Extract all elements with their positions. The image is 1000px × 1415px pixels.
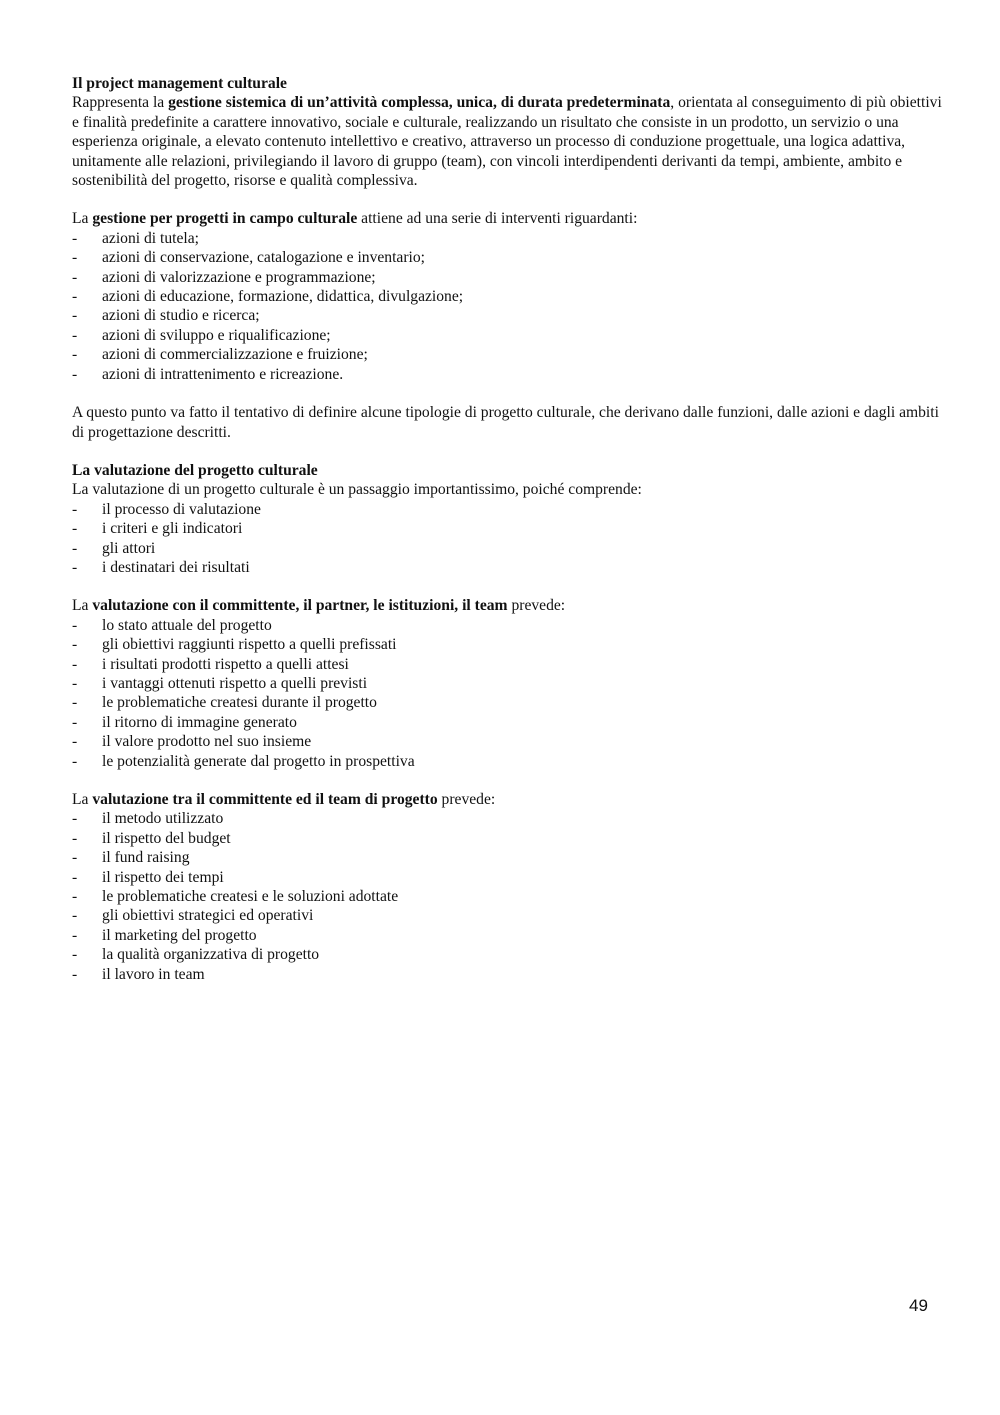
spacer bbox=[72, 771, 942, 790]
bullet-dash: - bbox=[72, 326, 78, 344]
list-item-text: lo stato attuale del progetto bbox=[102, 616, 272, 634]
list-item bbox=[72, 829, 942, 848]
committente-intro-end: prevede: bbox=[507, 597, 566, 615]
list-item bbox=[72, 229, 942, 248]
bullet-dash: - bbox=[72, 907, 78, 925]
spacer bbox=[72, 577, 942, 596]
list-item-text: il valore prodotto nel suo insieme bbox=[102, 733, 312, 751]
list-item-text: le problematiche createsi e le soluzioni adottate bbox=[102, 888, 399, 906]
team-intro-end: prevede: bbox=[437, 791, 496, 808]
bullet-dash: - bbox=[72, 636, 78, 654]
valutazione-intro: La valutazione di un progetto culturale è un passaggio importantissimo, poiché comprende: bbox=[72, 481, 642, 499]
bullet-dash: - bbox=[72, 616, 78, 634]
list-item bbox=[72, 539, 942, 558]
actions-list bbox=[72, 229, 942, 384]
bullet-dash: - bbox=[72, 752, 78, 770]
valutazione-team-list bbox=[72, 809, 942, 984]
list-item-text: il rispetto dei tempi bbox=[102, 868, 224, 886]
list-item bbox=[72, 926, 942, 945]
valutazione-list bbox=[72, 500, 942, 578]
list-item bbox=[72, 306, 942, 325]
gestione-intro-bold: gestione per progetti in campo culturale bbox=[92, 210, 358, 228]
list-item bbox=[72, 655, 942, 674]
definition-paragraph bbox=[72, 93, 942, 190]
list-item bbox=[72, 732, 942, 751]
list-item bbox=[72, 558, 942, 577]
list-item bbox=[72, 635, 942, 654]
committente-intro-start: La bbox=[72, 597, 93, 615]
list-item bbox=[72, 809, 942, 828]
list-item-text: gli obiettivi raggiunti rispetto a quelli prefissati bbox=[102, 636, 397, 654]
list-item bbox=[72, 868, 942, 887]
bullet-dash: - bbox=[72, 558, 78, 576]
list-item-text: gli obiettivi strategici ed operativi bbox=[102, 907, 314, 925]
team-intro-bold: valutazione tra il committente ed il team di progetto bbox=[92, 791, 438, 808]
bullet-dash: - bbox=[72, 926, 78, 944]
gestione-intro bbox=[72, 209, 942, 228]
list-item bbox=[72, 345, 942, 364]
list-item bbox=[72, 268, 942, 287]
bullet-dash: - bbox=[72, 868, 78, 886]
list-item bbox=[72, 945, 942, 964]
bullet-dash: - bbox=[72, 849, 78, 867]
bullet-dash: - bbox=[72, 268, 78, 286]
list-item bbox=[72, 365, 942, 384]
list-item-text: il rispetto del budget bbox=[102, 829, 231, 847]
list-item bbox=[72, 674, 942, 693]
valutazione-committente-list bbox=[72, 616, 942, 771]
list-item bbox=[72, 752, 942, 771]
list-item bbox=[72, 248, 942, 267]
section-heading-valutazione: La valutazione del progetto culturale bbox=[72, 461, 318, 479]
definition-text-end: , orientata al conseguimento di più obiettivi e finalità predefinite a carattere innovativo, sociale e culturale, realizzando un risultato che consiste in un prodotto, un servizio o una esperienza originale, a elevato contenuto intellettivo e creativo, attraverso un processo di conduzione progettuale, una logica adattiva, unitamente alle relazioni, privilegiando il lavoro di gruppo (team), con vincoli interdipendenti derivanti da tempi, ambiente, ambito e sostenibilità del progetto, risorse e qualità complessiva. bbox=[72, 94, 942, 190]
list-item bbox=[72, 965, 942, 984]
bullet-dash: - bbox=[72, 965, 78, 983]
gestione-intro-end: attiene ad una serie di interventi riguardanti: bbox=[357, 210, 638, 228]
list-item bbox=[72, 616, 942, 635]
list-item-text: il marketing del progetto bbox=[102, 926, 257, 944]
list-item bbox=[72, 519, 942, 538]
spacer bbox=[72, 442, 942, 461]
list-item-text: i destinatari dei risultati bbox=[102, 558, 250, 576]
gestione-intro-start: La bbox=[72, 210, 93, 228]
list-item-text: azioni di sviluppo e riqualificazione; bbox=[102, 326, 331, 344]
page-content bbox=[72, 74, 942, 984]
list-item bbox=[72, 326, 942, 345]
list-item-text: il lavoro in team bbox=[102, 965, 205, 983]
page-number: 49 bbox=[909, 1296, 928, 1315]
list-item-text: il processo di valutazione bbox=[102, 500, 261, 518]
spacer bbox=[72, 384, 942, 403]
bullet-dash: - bbox=[72, 713, 78, 731]
list-item-text: azioni di commercializzazione e fruizione; bbox=[102, 346, 368, 364]
tipologie-paragraph: A questo punto va fatto il tentativo di definire alcune tipologie di progetto culturale, che derivano dalle funzioni, dalle azioni e dagli ambiti di progettazione descritti. bbox=[72, 404, 939, 441]
bullet-dash: - bbox=[72, 365, 78, 383]
list-item-text: il fund raising bbox=[102, 849, 190, 867]
list-item bbox=[72, 887, 942, 906]
list-item-text: i vantaggi ottenuti rispetto a quelli previsti bbox=[102, 674, 368, 692]
list-item-text: i risultati prodotti rispetto a quelli attesi bbox=[102, 655, 349, 673]
list-item bbox=[72, 848, 942, 867]
committente-intro-bold: valutazione con il committente, il partner, le istituzioni, il team bbox=[92, 597, 508, 615]
list-item-text: il ritorno di immagine generato bbox=[102, 713, 297, 731]
bullet-dash: - bbox=[72, 888, 78, 906]
list-item-text: azioni di valorizzazione e programmazione; bbox=[102, 268, 376, 286]
bullet-dash: - bbox=[72, 346, 78, 364]
definition-text-start: Rappresenta la bbox=[72, 94, 169, 112]
list-item-text: i criteri e gli indicatori bbox=[102, 520, 243, 538]
valutazione-team-intro bbox=[72, 790, 942, 809]
list-item bbox=[72, 693, 942, 712]
list-item-text: la qualità organizzativa di progetto bbox=[102, 946, 320, 964]
bullet-dash: - bbox=[72, 674, 78, 692]
list-item-text: azioni di educazione, formazione, didattica, divulgazione; bbox=[102, 288, 464, 306]
list-item-text: azioni di conservazione, catalogazione e inventario; bbox=[102, 249, 425, 267]
bullet-dash: - bbox=[72, 249, 78, 267]
bullet-dash: - bbox=[72, 694, 78, 712]
list-item bbox=[72, 713, 942, 732]
team-intro-start: La bbox=[72, 791, 93, 808]
bullet-dash: - bbox=[72, 829, 78, 847]
list-item-text: gli attori bbox=[102, 539, 156, 557]
bullet-dash: - bbox=[72, 655, 78, 673]
bullet-dash: - bbox=[72, 229, 78, 247]
list-item bbox=[72, 500, 942, 519]
list-item bbox=[72, 906, 942, 925]
section-heading-project-management: Il project management culturale bbox=[72, 75, 287, 92]
list-item-text: le problematiche createsi durante il progetto bbox=[102, 694, 377, 712]
bullet-dash: - bbox=[72, 520, 78, 538]
list-item bbox=[72, 287, 942, 306]
bullet-dash: - bbox=[72, 288, 78, 306]
list-item-text: azioni di intrattenimento e ricreazione. bbox=[102, 365, 344, 383]
valutazione-committente-intro bbox=[72, 596, 942, 615]
bullet-dash: - bbox=[72, 810, 78, 828]
bullet-dash: - bbox=[72, 539, 78, 557]
list-item-text: azioni di tutela; bbox=[102, 229, 199, 247]
spacer bbox=[72, 190, 942, 209]
list-item-text: il metodo utilizzato bbox=[102, 810, 224, 828]
bullet-dash: - bbox=[72, 946, 78, 964]
list-item-text: le potenzialità generate dal progetto in prospettiva bbox=[102, 752, 415, 770]
bullet-dash: - bbox=[72, 733, 78, 751]
bullet-dash: - bbox=[72, 307, 78, 325]
list-item-text: azioni di studio e ricerca; bbox=[102, 307, 260, 325]
definition-bold-text: gestione sistemica di un’attività complessa, unica, di durata predeterminata bbox=[168, 94, 671, 112]
bullet-dash: - bbox=[72, 500, 78, 518]
